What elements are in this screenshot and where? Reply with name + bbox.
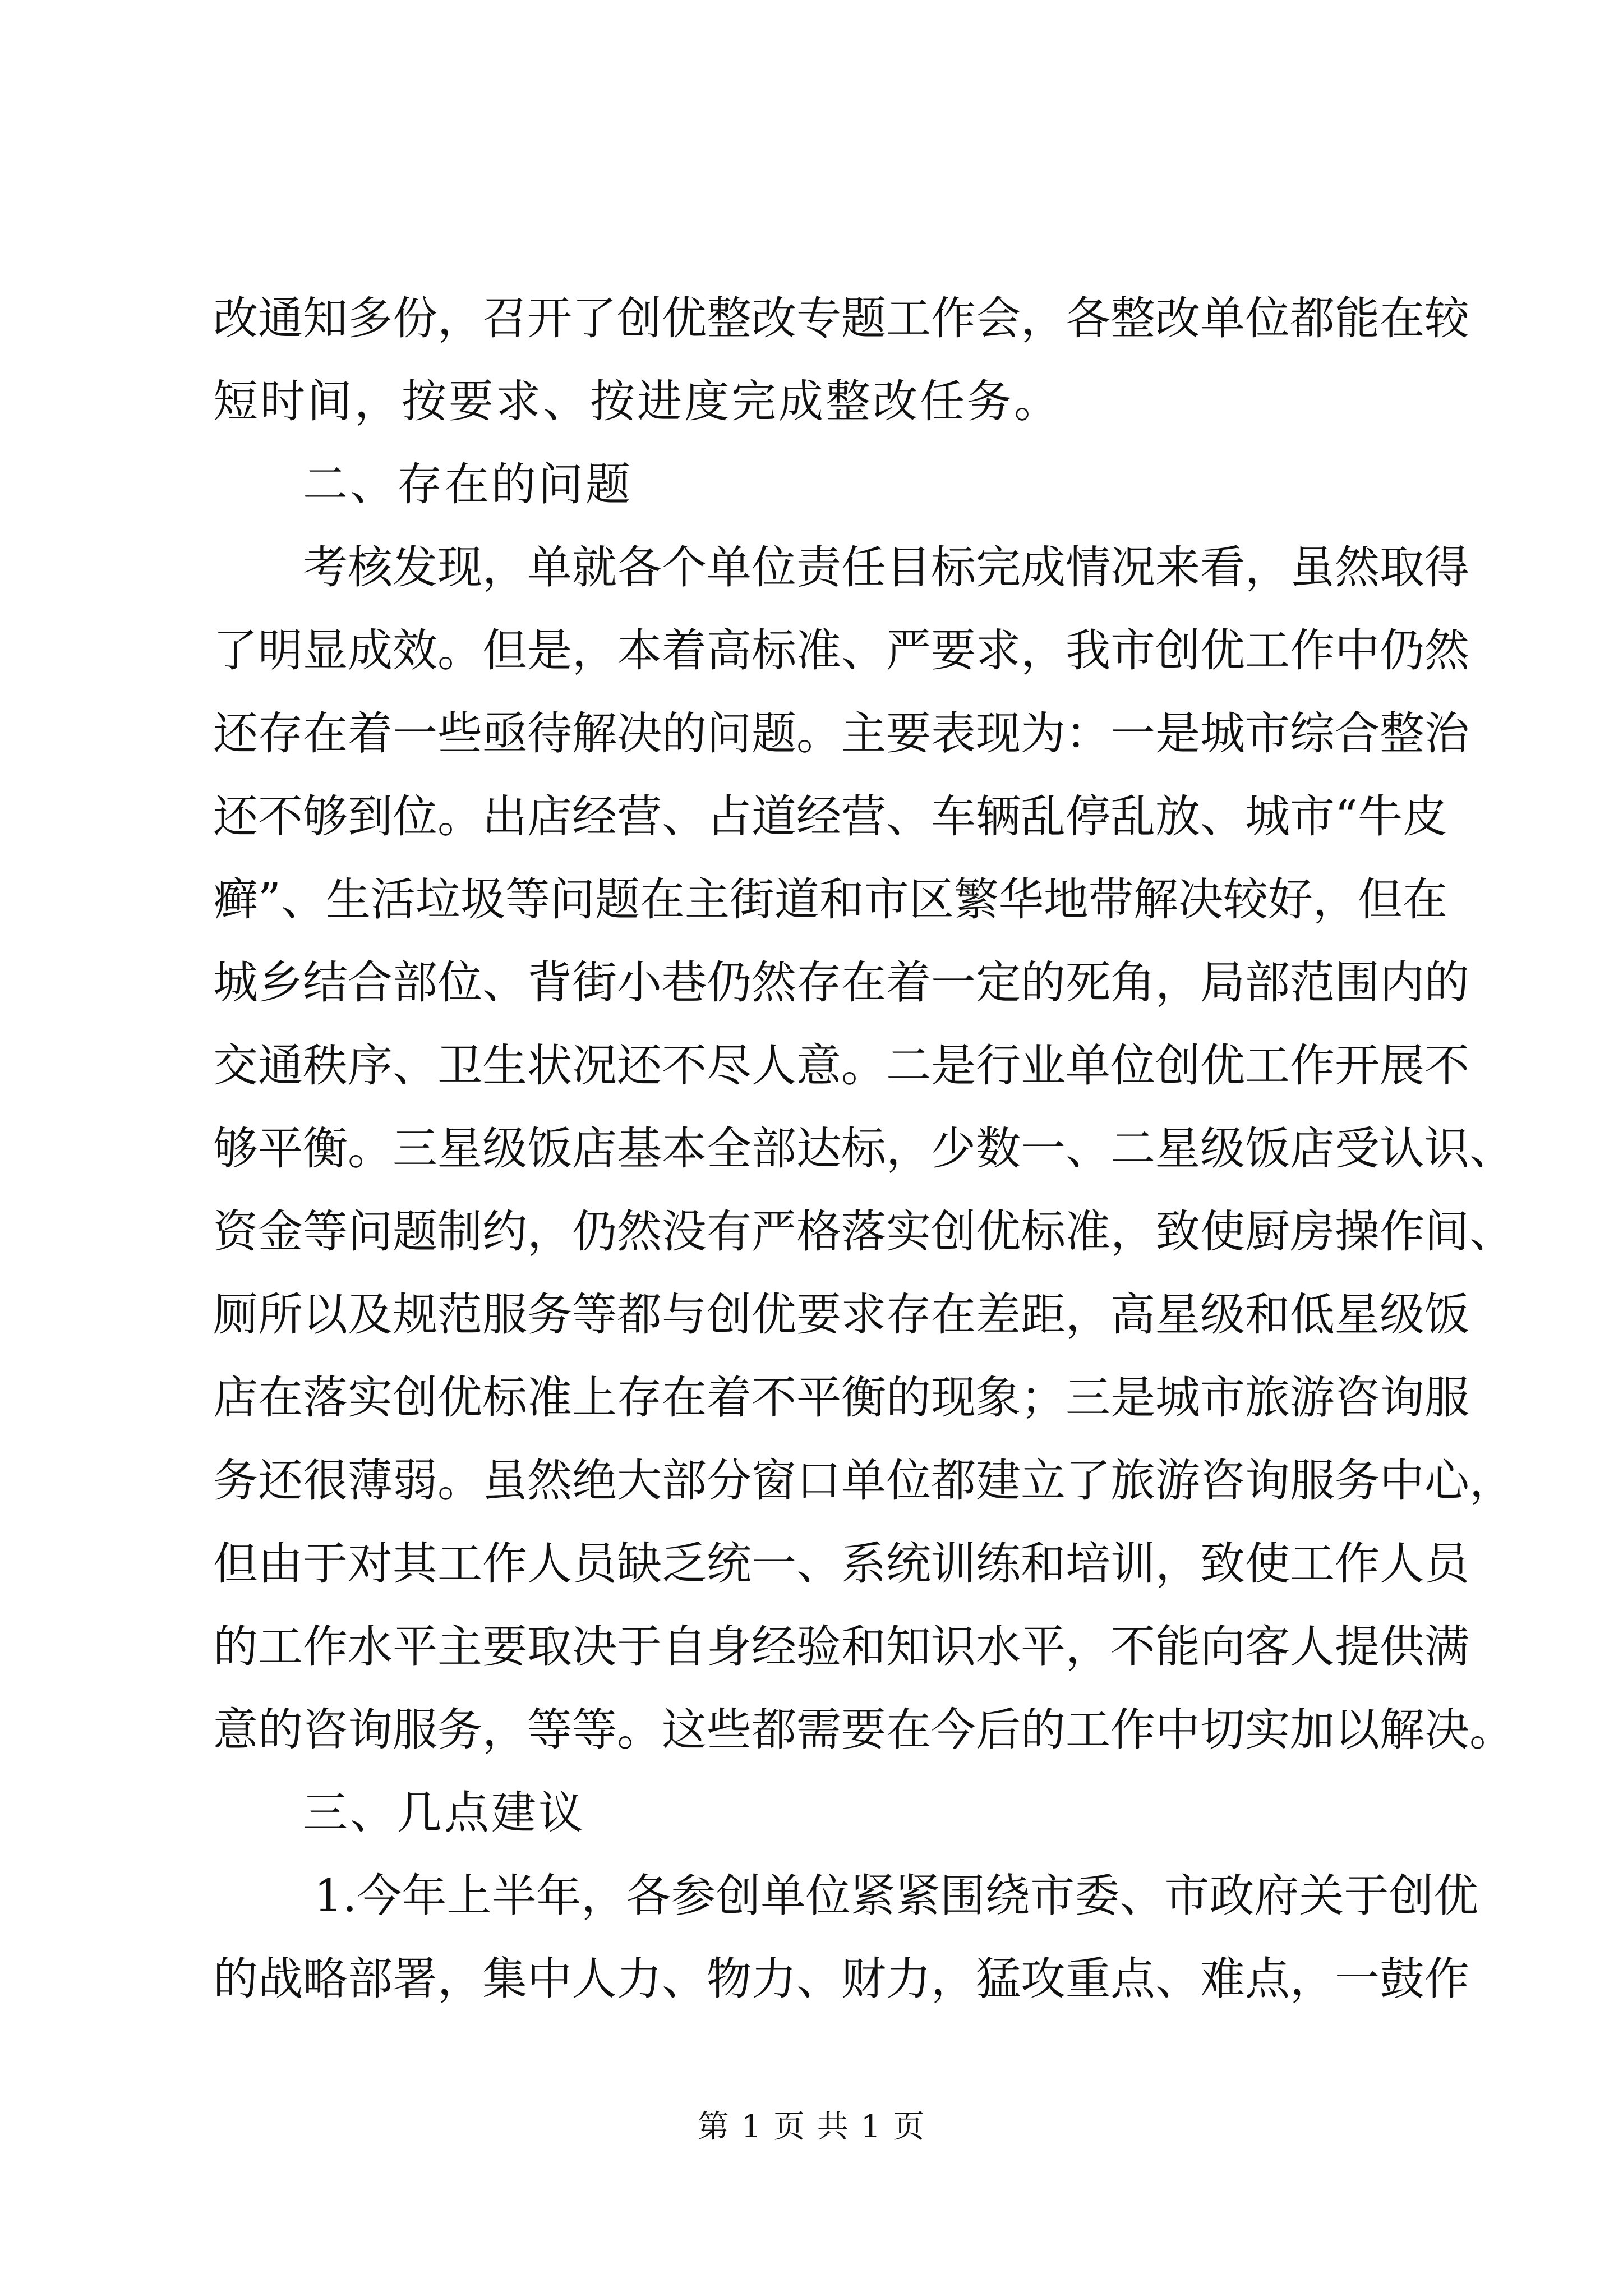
- text-line: 交通秩序、卫生状况还不尽人意。二是行业单位创优工作开展不: [213, 1039, 1469, 1092]
- text-line: 资金等问题制约，仍然没有严格落实创优标准，致使厨房操作间、: [213, 1205, 1514, 1258]
- text-line: 意的咨询服务，等等。这些都需要在今后的工作中切实加以解决。: [213, 1704, 1514, 1756]
- text-line: 改通知多份，召开了创优整改专题工作会，各整改单位都能在较: [213, 292, 1469, 344]
- text-line: 的战略部署，集中人力、物力、财力，猛攻重点、难点，一鼓作: [213, 1953, 1469, 2005]
- text-line: 够平衡。三星级饭店基本全部达标，少数一、二星级饭店受认识、: [213, 1122, 1514, 1175]
- text-line: 的工作水平主要取决于自身经验和知识水平，不能向客人提供满: [213, 1621, 1469, 1673]
- section-heading-suggestions: 三、几点建议: [303, 1787, 585, 1839]
- text-line: 店在落实创优标准上存在着不平衡的现象；三是城市旅游咨询服: [213, 1372, 1469, 1424]
- text-line: 务还很薄弱。虽然绝大部分窗口单位都建立了旅游咨询服务中心，: [213, 1455, 1514, 1507]
- section-heading-problems: 二、存在的问题: [303, 458, 633, 510]
- page-number-footer: 第 1 页 共 1 页: [697, 2109, 926, 2145]
- text-line: 考核发现，单就各个单位责任目标完成情况来看，虽然取得: [303, 541, 1469, 593]
- text-line: 但由于对其工作人员缺乏统一、系统训练和培训，致使工作人员: [213, 1538, 1469, 1590]
- text-line: 了明显成效。但是，本着高标准、严要求，我市创优工作中仍然: [213, 624, 1469, 677]
- text-line: 癣”、生活垃圾等问题在主街道和市区繁华地带解决较好，但在: [213, 873, 1447, 926]
- text-line: 短时间，按要求、按进度完成整改任务。: [213, 375, 1061, 427]
- text-line: 还存在着一些亟待解决的问题。主要表现为：一是城市综合整治: [213, 707, 1469, 760]
- text-line: 城乡结合部位、背街小巷仍然存在着一定的死角，局部范围内的: [213, 956, 1469, 1009]
- document-body: [213, 292, 1514, 2035]
- text-line: 厕所以及规范服务等都与创优要求存在差距，高星级和低星级饭: [213, 1289, 1469, 1341]
- text-line: 还不够到位。出店经营、占道经营、车辆乱停乱放、城市“牛皮: [213, 790, 1447, 843]
- text-line: 1.今年上半年，各参创单位紧紧围绕市委、市政府关于创优: [314, 1870, 1479, 1922]
